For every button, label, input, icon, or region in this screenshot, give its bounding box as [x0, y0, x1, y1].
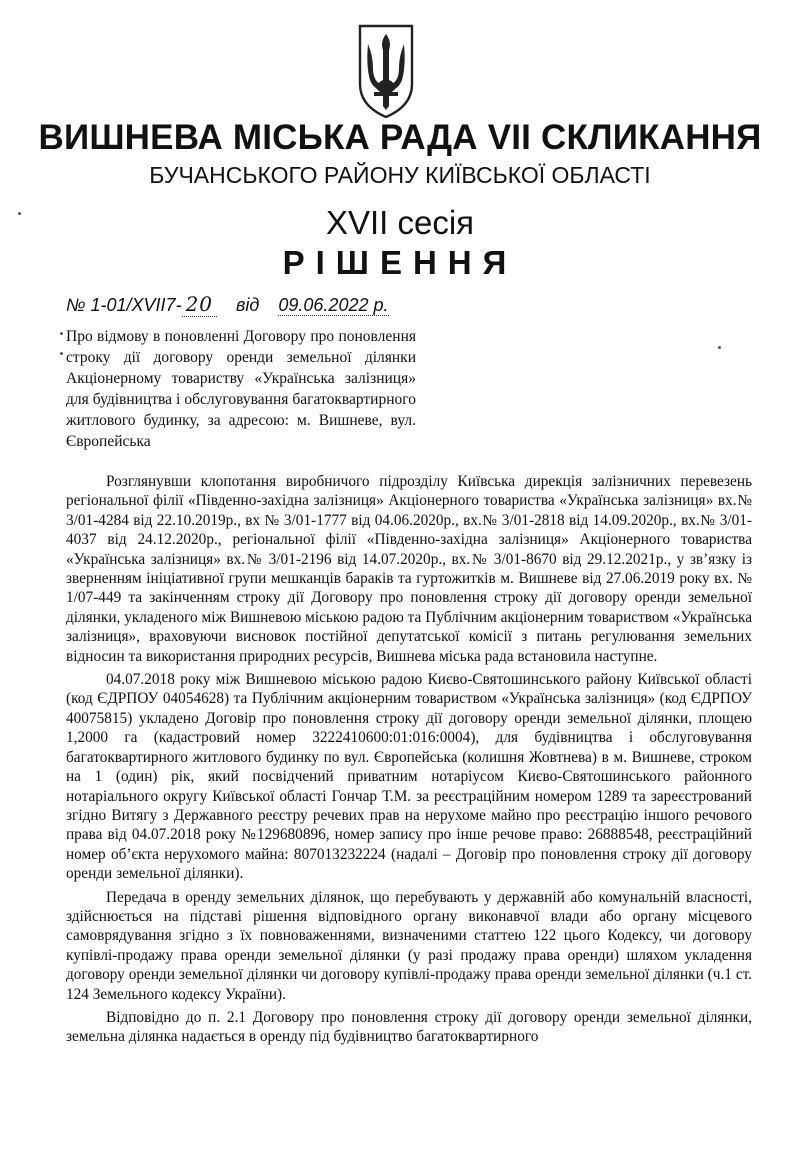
body-paragraph: Розглянувши клопотання виробничого підрозділу Київська дирекція залізничних перевезень регіональної філії «Південно-західна залізниця» Акціонерного товариства «Українська залізниця» вх.№ 3/01-4284 від 22.10.2019р., вх № 3/01-1777 від 04.06.2020р., вх.№ 3/01-2818 від 14.09.2020р., вх.№ 3/01-4037 від 24.12.2020р., регіональної філії «Південно-західна залізниця» Акціонерного товариства «Українська залізниця» вх.№ 3/01-2196 від 14.07.2020р., вх.№ 3/01-8670 від 29.12.2021р., у зв’язку із зверненням ініціативної групи мешканців бараків та гуртожитків м. Вишневе від 27.06.2019 року вх. № 1/07-449 та закінченням строку дії Договору про поновлення строку дії договору оренди земельної ділянки, укладеного між Вишневою міською радою та Публічним акціонерним товариством «Українська залізниця», враховуючи висновок постійної депутатської комісії з питань регулювання земельних відносин та використання природних ресурсів, Вишнева міська рада встановила наступне.	[66, 473, 752, 665]
document-body	[66, 472, 752, 1051]
scan-speck	[718, 346, 721, 349]
decision-date: 09.06.2022 р.	[278, 295, 389, 315]
number-sign: №	[66, 295, 86, 315]
council-name: ВИШНЕВА МІСЬКА РАДА VII СКЛИКАННЯ	[38, 118, 762, 157]
document-type: РІШЕННЯ	[282, 244, 518, 281]
body-paragraph: 04.07.2018 року між Вишневою міською радою Києво-Святошинського району Київської області (код ЄДРПОУ 04054628) та Публічним акціонерним товариством «Українська залізниця» (код ЄДРПОУ 40075815) укладено Договір про поновлення строку дії договору оренди земельної ділянки, площею 1,2000 га (кадастровий номер 3222410600:01:016:0004), для будівництва і обслуговування багатоквартирного житлового будинку по вул. Європейська (колишня Жовтнева) в м. Вишневе, строком на 1 (один) рік, який посвідчений приватним нотаріусом Києво-Святошинського районного нотаріального округу Київської області Гончар Т.М. за реєстраційним номером 1289 та зареєстрований згідно Витягу з Державного реєстру речевих прав на нерухоме майно про реєстрацію іншого речового права від 04.07.2018 року №129680896, номер запису про інше речове право: 26888548, реєстраційний номер об’єкта нерухомого майна: 807013232224 (надалі – Договір про поновлення строку дії договору оренди земельної ділянки).	[66, 671, 752, 883]
decision-number: 1-01/XVII7-	[90, 295, 182, 315]
decision-number-line	[66, 292, 389, 316]
scan-speck	[60, 352, 63, 355]
district-name: БУЧАНСЬКОГО РАЙОНУ КИЇВСЬКОЇ ОБЛАСТІ	[149, 162, 651, 188]
trident-coat-of-arms-icon	[356, 22, 416, 120]
date-prefix: від	[236, 295, 260, 315]
handwritten-number: 20	[182, 292, 217, 317]
body-paragraph: Відповідно до п. 2.1 Договору про поновлення строку дії договору оренди земельної ділянки, земельна ділянка надається в оренду під будівництво багатоквартирного	[66, 1008, 752, 1046]
scan-speck	[18, 212, 21, 215]
decision-subject: Про відмову в поновленні Договору про поновлення строку дії договору оренди земельної ділянки Акціонерному товариству «Українська залізниця» для будівництва і обслуговування багатоквартирного житлового будинку, за адресою: м. Вишневе, вул. Європейська	[66, 328, 416, 450]
body-paragraph: Передача в оренду земельних ділянок, що перебувають у державній або комунальній власності, здійснюється на підставі рішення відповідного органу виконавчої влади або органу місцевого самоврядування згідно з їх повноваженнями, визначеними статтею 122 цього Кодексу, чи договору купівлі-продажу права оренди земельної ділянки (у разі продажу права оренди) шляхом укладення договору оренди земельної ділянки чи договору купівлі-продажу права оренди земельної ділянки (ч.1 ст. 124 Земельного кодексу України).	[66, 888, 752, 1003]
session-title: XVII сесія	[325, 204, 475, 241]
scan-speck	[60, 332, 63, 335]
